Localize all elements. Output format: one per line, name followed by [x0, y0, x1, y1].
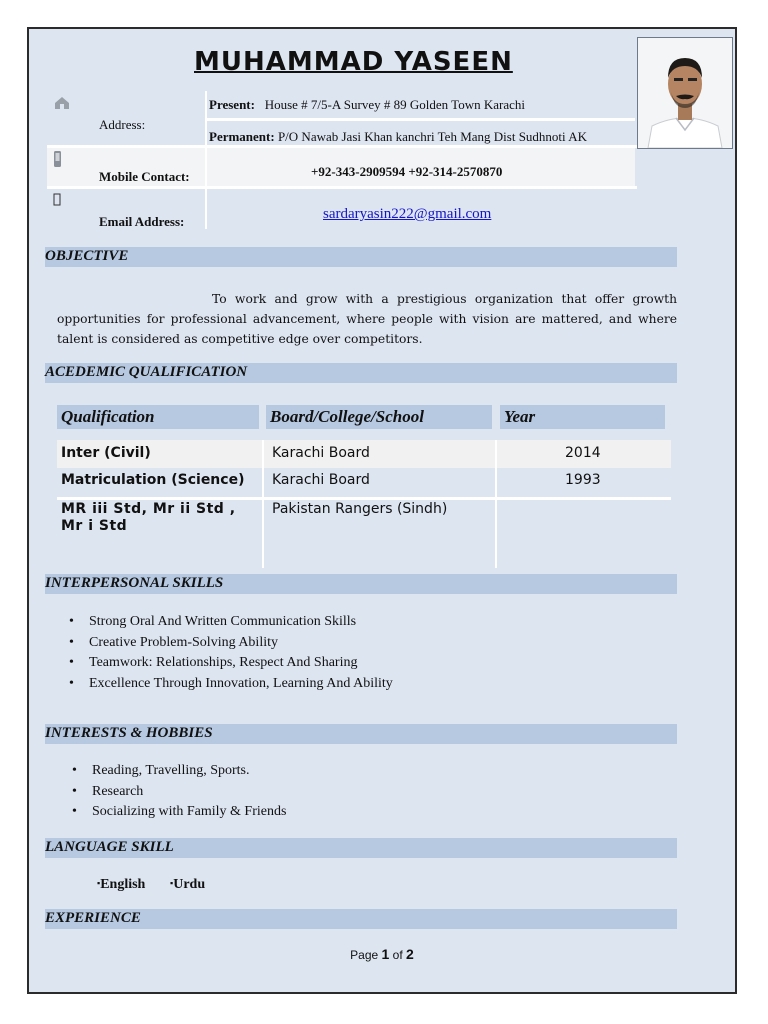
list-item: • Reading, Travelling, Sports. [72, 761, 286, 782]
of-word: of [392, 948, 403, 962]
board-cell: Pakistan Rangers (Sindh) [272, 501, 448, 517]
table-header [57, 405, 259, 429]
page-word: Page [350, 948, 379, 962]
language-urdu: ▪Urdu [170, 877, 206, 892]
column-divider [205, 91, 207, 229]
page-footer [29, 946, 735, 962]
column-divider [262, 440, 264, 568]
envelope-icon [53, 193, 61, 210]
email-label: Email Address: [99, 214, 185, 229]
year-cell: 2014 [565, 445, 601, 461]
experience-title: EXPERIENCE [45, 910, 141, 926]
address-row [47, 91, 635, 143]
address-label: Address: [99, 117, 146, 132]
present-address: House # 7/5-A Survey # 89 Golden Town Karachi [264, 97, 525, 112]
table-row [57, 500, 671, 542]
phone-icon [53, 150, 63, 172]
skills-title: INTERPERSONAL SKILLS [45, 575, 224, 591]
skills-list [69, 612, 393, 694]
year-header: Year [504, 407, 536, 426]
current-page: 1 [381, 946, 390, 962]
board-cell: Karachi Board [272, 445, 370, 461]
hobbies-header [45, 724, 677, 744]
column-divider [495, 440, 497, 568]
qualification-cell: Inter (Civil) [61, 445, 151, 461]
mobile-number: +92-343-2909594 +92-314-2570870 [311, 164, 503, 179]
language-english: ▪English [97, 877, 146, 892]
present-label: Present: [209, 97, 255, 112]
experience-header [45, 909, 677, 929]
objective-header [45, 247, 677, 267]
academic-header [45, 363, 677, 383]
year-cell: 1993 [565, 472, 601, 488]
academic-title: ACEDEMIC QUALIFICATION [45, 364, 248, 380]
total-pages: 2 [406, 946, 414, 962]
qualification-header: Qualification [61, 407, 155, 426]
board-header: Board/College/School [270, 407, 424, 426]
list-item: • Excellence Through Innovation, Learning And Ability [69, 674, 393, 695]
hobbies-title: INTERESTS & HOBBIES [45, 725, 213, 741]
email-row [47, 189, 635, 229]
objective-text: To work and grow with a prestigious organization that offer growth opportunities for professional advancement, where people with vision are mattered, and where talent is considered as competitive edge over competitors. [57, 292, 677, 346]
list-item: • Socializing with Family & Friends [72, 802, 286, 823]
email-link[interactable]: sardaryasin222@gmail.com [323, 206, 492, 222]
mobile-row [47, 148, 635, 186]
language-header [45, 838, 677, 858]
permanent-address: P/O Nawab Jasi Khan kanchri Teh Mang Dist Sudhnoti AK [277, 129, 587, 144]
table-header [266, 405, 492, 429]
language-label: Urdu [173, 877, 206, 892]
board-cell: Karachi Board [272, 472, 370, 488]
profile-photo [637, 37, 733, 149]
language-title: LANGUAGE SKILL [45, 839, 174, 855]
skills-header [45, 574, 677, 594]
table-header [500, 405, 665, 429]
candidate-name: MUHAMMAD YASEEN [194, 47, 513, 77]
language-label: English [100, 877, 146, 892]
portrait-image [638, 38, 732, 148]
table-row [57, 440, 671, 468]
home-icon [53, 95, 71, 115]
list-item: • Research [72, 782, 286, 803]
table-row [57, 471, 671, 499]
objective-title: OBJECTIVE [45, 248, 129, 264]
resume-page [27, 27, 737, 994]
list-item: • Strong Oral And Written Communication Skills [69, 612, 393, 633]
permanent-label: Permanent: [209, 129, 275, 144]
divider [205, 118, 635, 121]
mobile-label: Mobile Contact: [99, 169, 190, 184]
qualification-cell: Matriculation (Science) [61, 472, 245, 488]
list-item: • Creative Problem-Solving Ability [69, 633, 393, 654]
hobbies-list [72, 761, 286, 823]
qualification-cell: MR iii Std, Mr ii Std , Mr i Std [61, 501, 236, 534]
list-item: • Teamwork: Relationships, Respect And Sharing [69, 653, 393, 674]
